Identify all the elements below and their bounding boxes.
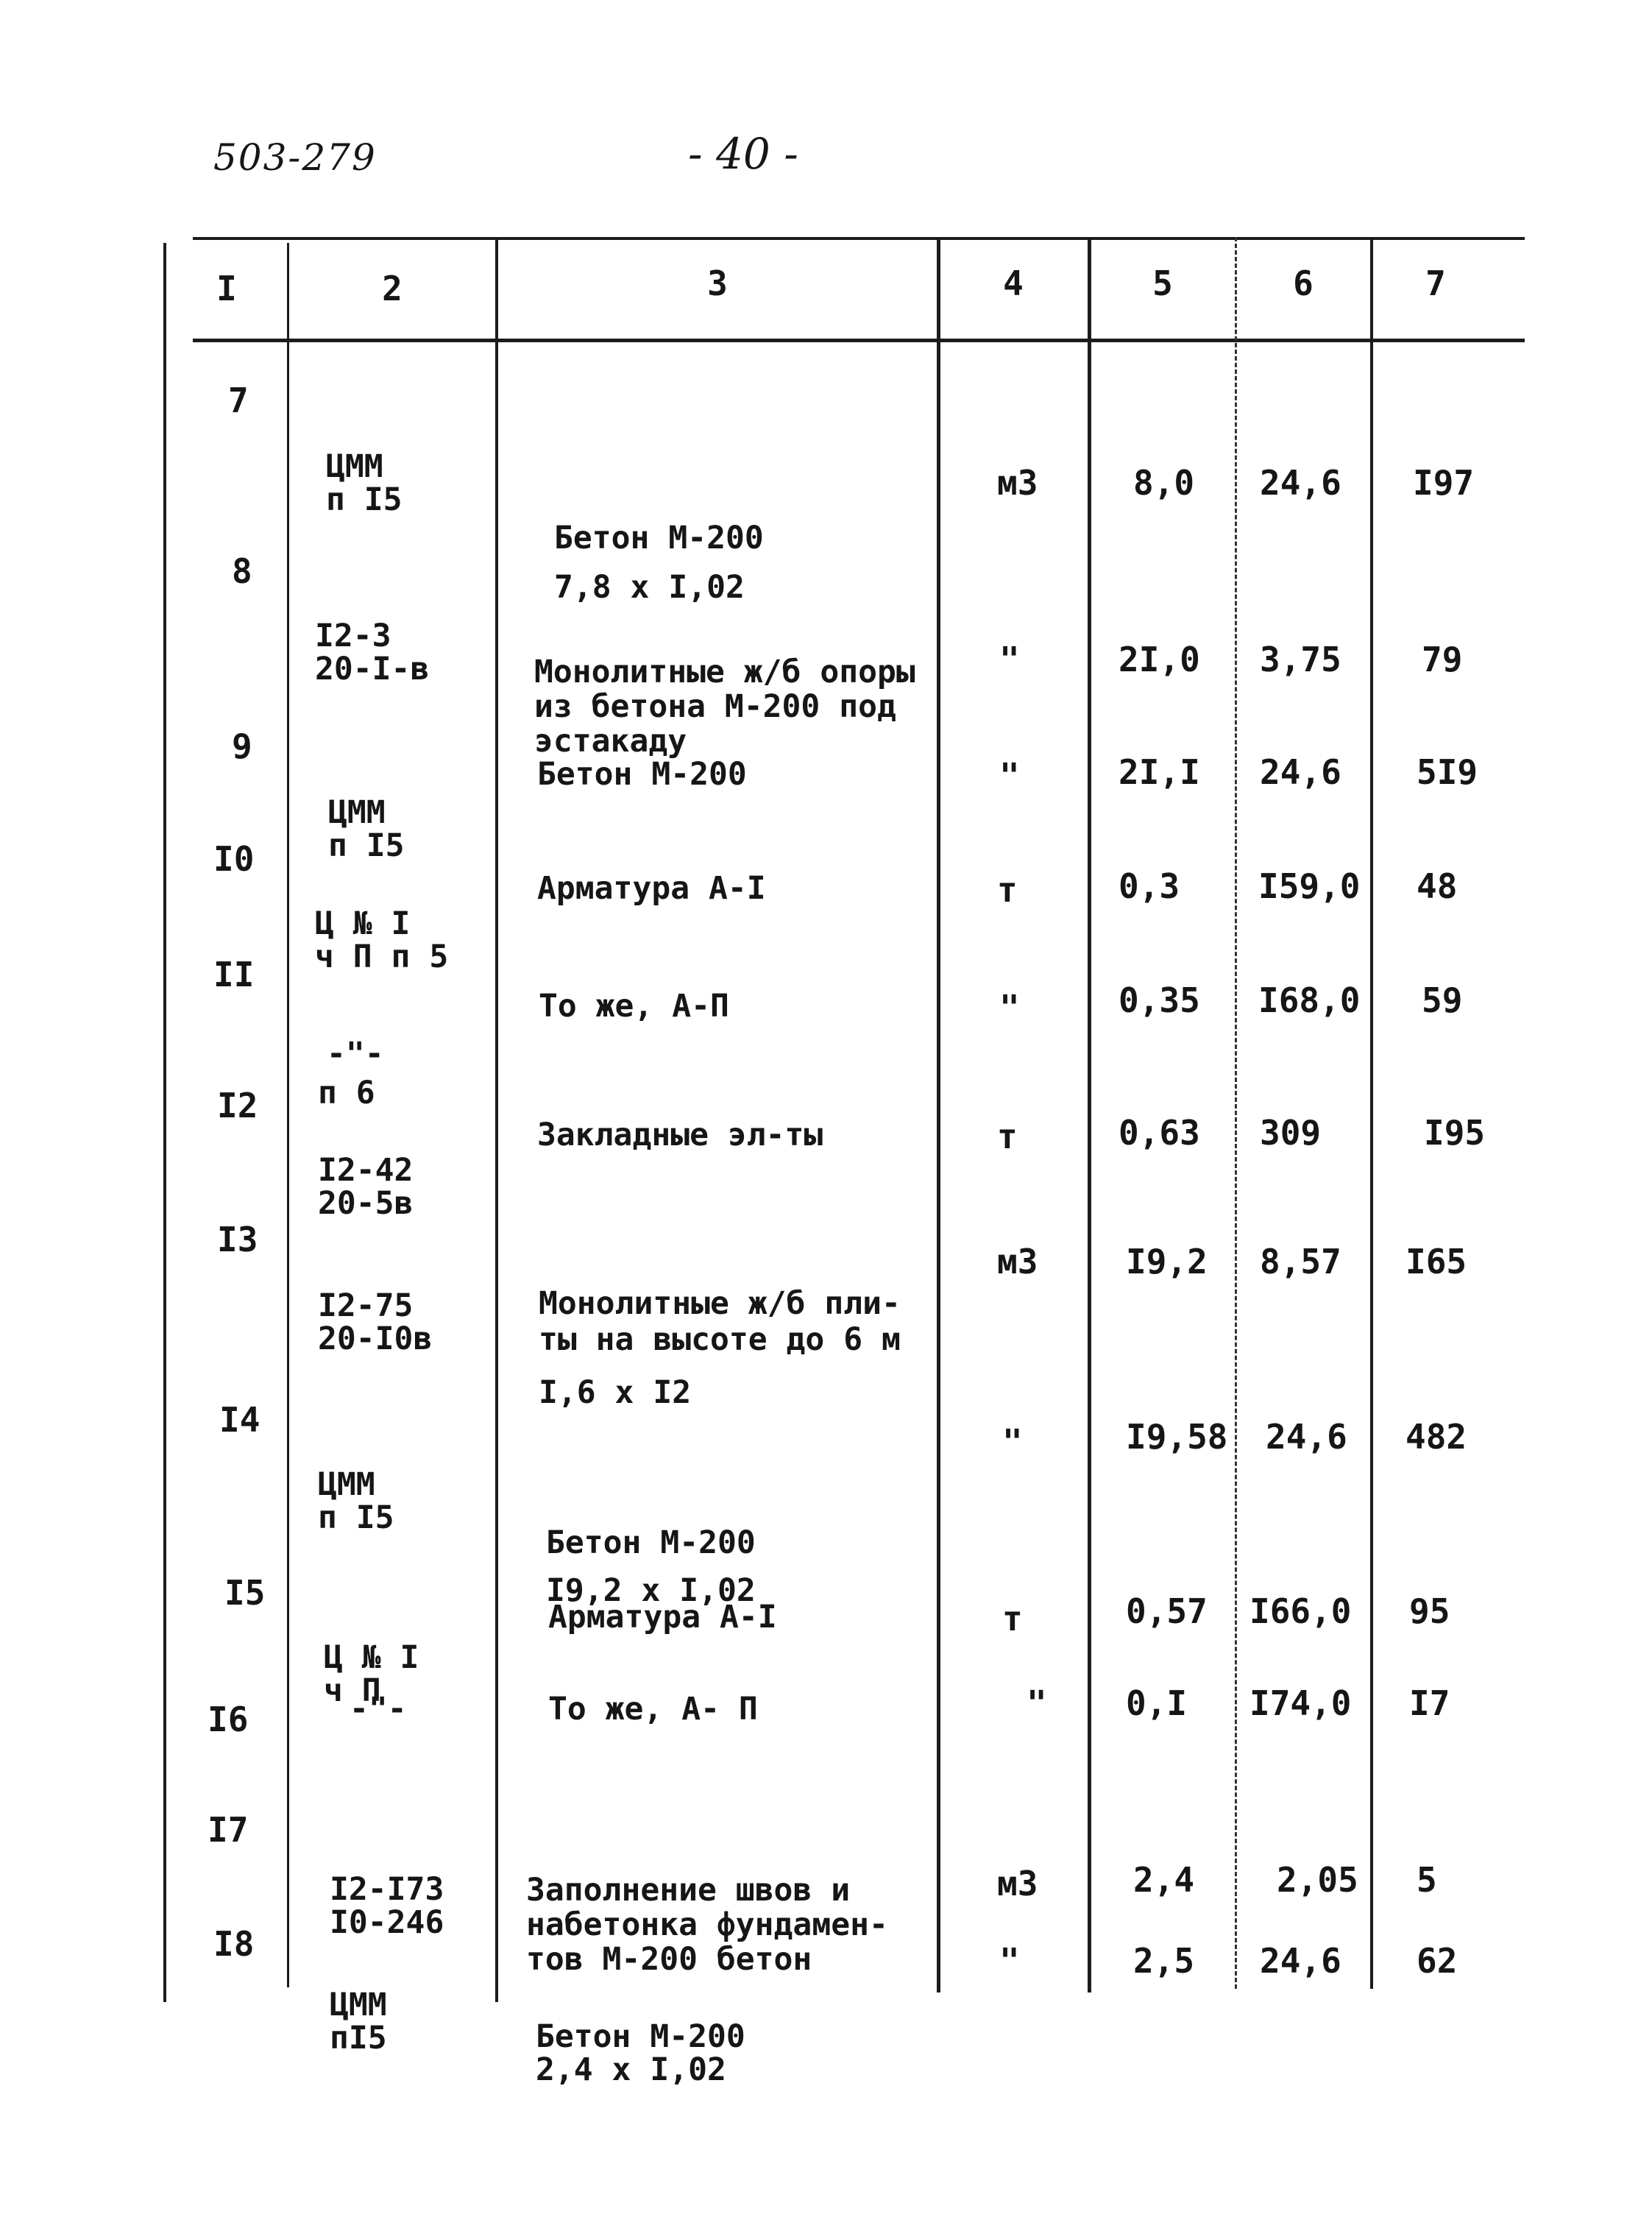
total-cost: 79	[1422, 640, 1463, 679]
work-description: Закладные эл-ты	[537, 1117, 823, 1153]
unit: "	[999, 1941, 1020, 1981]
total-cost: 482	[1405, 1417, 1467, 1457]
work-description: Арматура А-I	[537, 870, 766, 907]
unit-price: 24,6	[1266, 1417, 1347, 1457]
column-divider-2	[495, 239, 498, 2002]
total-cost: I7	[1409, 1683, 1450, 1723]
rate-code: I2-42 20-5в	[318, 1152, 414, 1223]
unit-price: 2,05	[1277, 1860, 1358, 1900]
unit-price: I68,0	[1258, 980, 1361, 1020]
unit-price: 8,57	[1260, 1242, 1341, 1281]
row-number: II	[213, 955, 255, 994]
rate-code: -"-	[350, 1691, 407, 1728]
unit: "	[1027, 1683, 1047, 1723]
table-left-border	[163, 243, 166, 2002]
unit: т	[1002, 1599, 1023, 1638]
rate-code: I2-I73 I0-246	[330, 1871, 444, 1942]
row-number: I3	[217, 1220, 258, 1259]
total-cost: I95	[1424, 1113, 1486, 1153]
column-header-2: 2	[382, 269, 403, 308]
row-number: I4	[219, 1400, 260, 1440]
unit-price: I74,0	[1249, 1683, 1352, 1723]
rate-code: ЦММ пI5	[330, 1987, 387, 2057]
unit: "	[999, 756, 1020, 796]
quantity: 2I,I	[1119, 752, 1200, 792]
work-description: Бетон М-200 I9,2 х I,02	[546, 1524, 756, 1609]
unit-price: I59,0	[1258, 866, 1361, 906]
unit-price: I66,0	[1249, 1591, 1352, 1631]
row-number: I8	[213, 1924, 255, 1964]
unit-price: 309	[1260, 1113, 1322, 1153]
total-cost: 5	[1417, 1860, 1437, 1900]
row-number: 7	[228, 381, 249, 420]
quantity: 2I,0	[1119, 640, 1200, 679]
column-header-1: I	[216, 269, 237, 308]
column-divider-5	[1235, 237, 1237, 1989]
unit: "	[999, 640, 1020, 679]
unit: м3	[997, 463, 1038, 503]
quantity: 2,5	[1133, 1941, 1195, 1981]
column-divider-3	[937, 237, 940, 1993]
unit-price: 24,6	[1260, 463, 1341, 503]
unit-price: 24,6	[1260, 752, 1341, 792]
column-divider-4	[1088, 237, 1091, 1993]
unit: м3	[997, 1242, 1038, 1281]
column-header-6: 6	[1293, 264, 1314, 303]
total-cost: 62	[1417, 1941, 1458, 1981]
rate-code: I2-3 20-I-в	[315, 618, 430, 688]
unit-price: 24,6	[1260, 1941, 1341, 1981]
column-header-5: 5	[1152, 264, 1173, 303]
rate-code: ЦММ п I5	[318, 1466, 394, 1537]
work-description: То же, А- П	[548, 1691, 758, 1728]
quantity: 0,57	[1126, 1591, 1208, 1631]
work-description: Монолитные ж/б пли- ты на высоте до 6 м I,6 х I2	[539, 1284, 901, 1411]
quantity: 0,3	[1119, 866, 1180, 906]
rate-code: -"- п 6	[318, 1035, 384, 1112]
rate-code: I2-75 20-I0в	[318, 1287, 433, 1358]
total-cost: I97	[1413, 463, 1475, 503]
total-cost: I65	[1405, 1242, 1467, 1281]
total-cost: 5I9	[1417, 752, 1478, 792]
page-number: - 40 -	[688, 129, 798, 179]
quantity: 0,I	[1126, 1683, 1188, 1723]
unit: "	[999, 988, 1020, 1028]
work-description: Арматура А-I	[548, 1599, 777, 1636]
row-number: 8	[232, 551, 252, 591]
rate-code: Ц № I ч П п 5	[315, 905, 449, 976]
header-bottom-rule	[193, 339, 1525, 342]
work-description: Заполнение швов и набетонка фундамен- тов М-200 бетон	[526, 1871, 888, 1979]
column-header-4: 4	[1003, 264, 1024, 303]
quantity: 8,0	[1133, 463, 1195, 503]
work-description: То же, А-П	[539, 988, 729, 1025]
work-description: Бетон М-200 2,4 х I,02	[536, 2018, 745, 2089]
total-cost: 59	[1422, 980, 1463, 1020]
quantity: I9,58	[1126, 1417, 1228, 1457]
unit: м3	[997, 1864, 1038, 1903]
work-description: Монолитные ж/б опоры из бетона М-200 под эстакаду	[534, 653, 915, 760]
quantity: 2,4	[1133, 1860, 1195, 1900]
column-header-3: 3	[707, 264, 728, 303]
row-number: I6	[208, 1700, 249, 1739]
total-cost: 95	[1409, 1591, 1450, 1631]
quantity: 0,35	[1119, 980, 1200, 1020]
row-number: I2	[217, 1086, 258, 1125]
quantity: 0,63	[1119, 1113, 1200, 1153]
document-code: 503-279	[213, 136, 377, 179]
total-cost: 48	[1417, 866, 1458, 906]
column-divider-1	[287, 243, 289, 1987]
unit: т	[997, 1117, 1018, 1156]
rate-code: ЦММ п I5	[326, 448, 403, 519]
unit: "	[1002, 1422, 1023, 1462]
column-divider-6	[1370, 237, 1373, 1989]
unit-price: 3,75	[1260, 640, 1341, 679]
rate-code: ЦММ п I5	[328, 794, 405, 865]
column-header-7: 7	[1425, 264, 1446, 303]
rate-code: Ц № I ч П	[324, 1639, 419, 1710]
quantity: I9,2	[1126, 1242, 1208, 1281]
row-number: I7	[208, 1810, 249, 1850]
table-top-rule	[193, 237, 1525, 240]
unit: т	[997, 870, 1018, 910]
work-description: Бетон М-200	[537, 756, 747, 793]
row-number: I5	[224, 1573, 266, 1613]
work-description: Бетон М-200 7,8 х I,02	[554, 520, 764, 606]
row-number: I0	[213, 839, 255, 879]
row-number: 9	[232, 726, 252, 766]
